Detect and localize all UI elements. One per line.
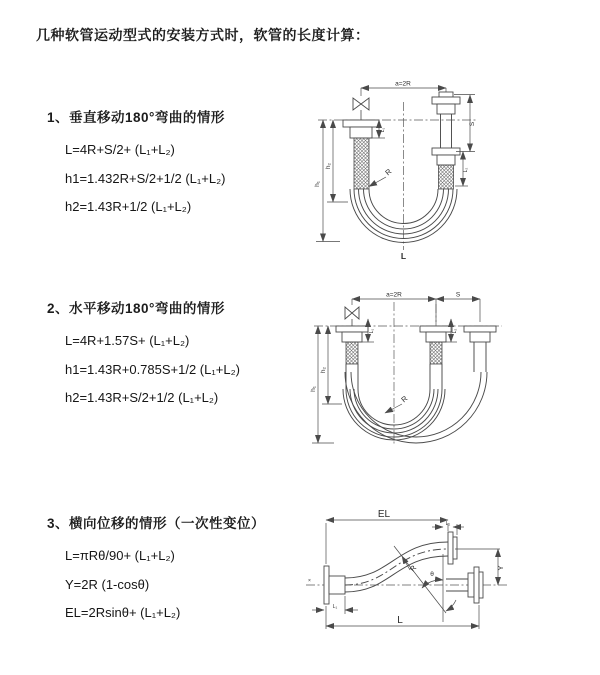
radius-callout — [385, 394, 410, 413]
formula-line: h1=1.43R+0.785S+1/2 (L₁+L₂) — [65, 361, 240, 377]
upper-right-flange — [448, 532, 457, 564]
dim-label-l2: L₂ — [463, 167, 469, 173]
formula-line: EL=2Rsinθ+ (L₁+L₂) — [65, 605, 181, 620]
dim-label-l2: L₂ — [452, 328, 458, 334]
centerline-x-mark: × — [308, 578, 311, 584]
angle-construction — [394, 546, 456, 622]
valve-icon — [345, 307, 359, 326]
hose-u-bends — [343, 342, 487, 443]
hose-right-leg — [432, 92, 460, 189]
diagram-lateral-displacement — [296, 504, 600, 649]
radius-label: R — [407, 563, 419, 574]
radius-label: R — [399, 393, 410, 405]
dim-label-l1: L₁ — [369, 328, 375, 334]
dim-label-s: S — [455, 291, 461, 299]
dimension-l2 — [455, 152, 469, 187]
formula-line: L=πRθ/90+ (L₁+L₂) — [65, 548, 175, 563]
dim-label-l1: L₁ — [380, 127, 386, 133]
hose-fittings — [336, 326, 496, 364]
dimension-h2 — [325, 120, 348, 202]
formula-line: Y=2R (1-cosθ) — [65, 576, 150, 592]
dim-label-l1: L₁ — [332, 604, 338, 610]
hose-left-leg — [343, 120, 379, 189]
section-3 — [47, 512, 265, 628]
centerlines — [314, 302, 502, 446]
dim-label-h2: h₂ — [320, 366, 327, 374]
page-title: 几种软管运动型式的安装方式时，软管的长度计算： — [36, 27, 370, 43]
diagram-horizontal-180-bend — [306, 284, 551, 456]
left-flange — [324, 566, 345, 604]
formula-line: h2=1.43R+S/2+1/2 (L₁+L₂) — [65, 390, 219, 405]
centerlines — [318, 102, 478, 250]
section-1 — [47, 106, 226, 222]
section-2 — [47, 297, 240, 413]
dim-label-h1: h₁ — [314, 181, 321, 187]
section-2-heading: 2、水平移动180°弯曲的情形 — [47, 301, 225, 316]
dim-label-s: S — [469, 121, 476, 127]
dim-label-a2r: a=2R — [386, 291, 402, 299]
dim-label-h2: h₂ — [325, 162, 332, 170]
dimension-h2 — [320, 326, 342, 404]
section-1-heading: 1、垂直移动180°弯曲的情形 — [47, 110, 225, 125]
radius-callout — [402, 556, 419, 573]
radius-callout — [369, 167, 394, 187]
dimension-el — [326, 509, 448, 564]
valve-icon — [353, 98, 369, 120]
dimension-l1 — [312, 596, 358, 614]
dimension-h1 — [310, 326, 334, 443]
dimension-s — [436, 292, 480, 323]
formula-line: h2=1.43R+1/2 (L₁+L₂) — [65, 199, 192, 214]
dimension-span — [361, 81, 446, 97]
angle-label: θ — [430, 571, 434, 578]
diagram-vertical-180-bend — [306, 74, 551, 264]
radius-label: R — [383, 166, 394, 178]
dim-label-l: L — [397, 615, 403, 626]
dim-label-l2: L₂ — [445, 521, 451, 527]
dimension-h1 — [314, 120, 340, 242]
dim-label-h1: h₁ — [310, 386, 317, 392]
formula-line: h1=1.432R+S/2+1/2 (L₁+L₂) — [65, 170, 226, 186]
section-3-heading: 3、横向位移的情形（一次性变位） — [47, 516, 266, 531]
dim-label-l: L — [400, 251, 407, 261]
formula-line: L=4R+1.57S+ (L₁+L₂) — [65, 333, 190, 348]
formula-line: L=4R+S/2+ (L₁+L₂) — [65, 142, 175, 157]
dim-label-y: Y — [496, 565, 505, 571]
dim-label-a2r: a=2R — [395, 80, 411, 88]
dim-label-el: EL — [377, 509, 391, 520]
dimension-l — [326, 605, 479, 629]
